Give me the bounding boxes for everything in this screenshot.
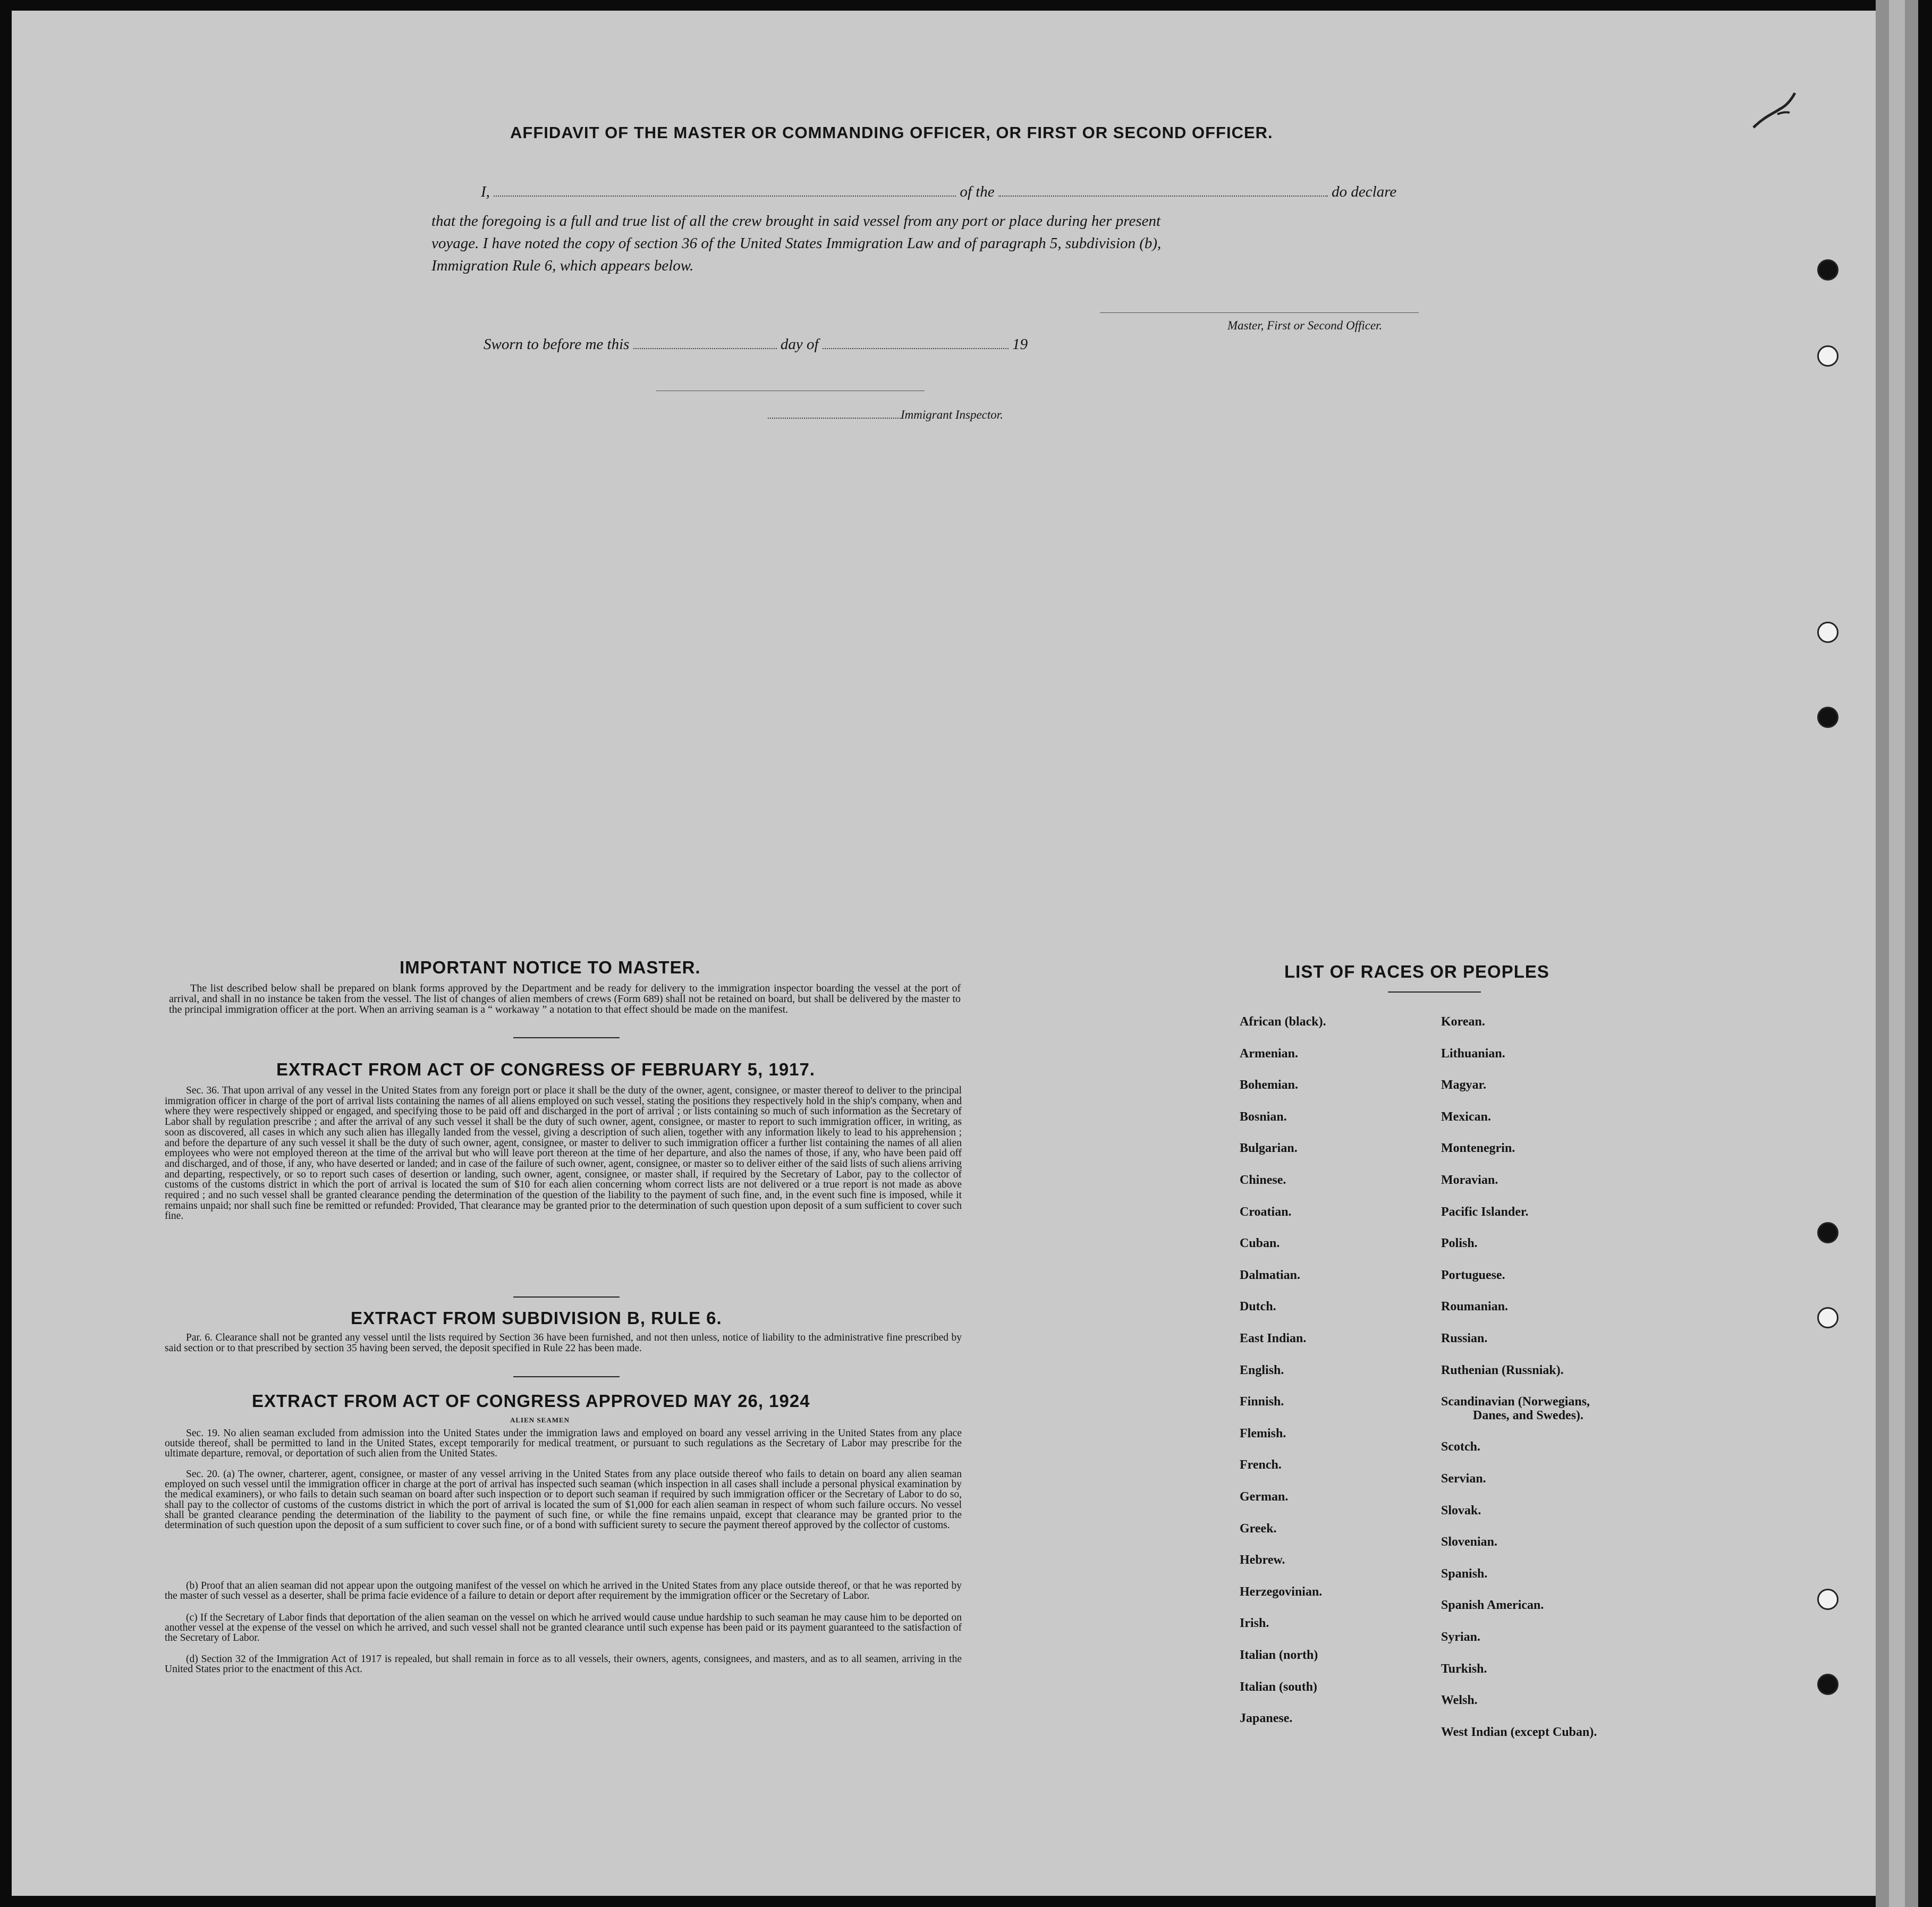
affidavit-line-1 bbox=[481, 183, 1456, 201]
binder-hole-icon bbox=[1817, 1307, 1838, 1328]
master-label: Master, First or Second Officer. bbox=[1227, 319, 1383, 332]
race-item: Finnish. bbox=[1240, 1395, 1284, 1409]
race-item: Portuguese. bbox=[1441, 1268, 1505, 1282]
race-item: Bohemian. bbox=[1240, 1078, 1299, 1092]
notice-body: The list described below shall be prepared on blank forms approved by the Department and be ready for delivery to the immigration inspector boarding the vessel at the port of arrival, and shall in no instance be taken from the vessel. The list of changes of alien members of crews (Form 689) shall not be retained on board, but shall be delivered by the master to the principal immigration officer at the port. When an arriving seaman is a “ workaway ” a notation to that effect should be made on the manifest. bbox=[169, 982, 961, 1015]
inspector-line bbox=[768, 408, 1003, 422]
year-label: 19 bbox=[1012, 336, 1028, 353]
divider-2 bbox=[513, 1296, 620, 1298]
affidavit-do-declare-label: do declare bbox=[1332, 183, 1397, 200]
divider-3 bbox=[513, 1376, 620, 1377]
race-item: Flemish. bbox=[1240, 1426, 1286, 1440]
race-item: Polish. bbox=[1441, 1236, 1478, 1251]
day-of-label: day of bbox=[780, 336, 819, 353]
binder-hole-icon bbox=[1817, 707, 1838, 728]
race-item: Magyar. bbox=[1441, 1078, 1487, 1092]
affidavit-line-4: Immigration Rule 6, which appears below. bbox=[431, 257, 694, 274]
act-1924-sec-20b: (b) Proof that an alien seaman did not appear upon the outgoing manifest of the vessel on which he arrived in the United States from any place outside thereof, or that he was reported by the master of such vessel as a deserter, shall be prima facie evidence of a failure to detain or deport after requirement by the immigration officer or the Secretary of Labor. bbox=[165, 1580, 962, 1602]
rule-6-title: EXTRACT FROM SUBDIVISION B, RULE 6. bbox=[351, 1308, 722, 1328]
race-item: Servian. bbox=[1441, 1472, 1486, 1486]
notice-title: IMPORTANT NOTICE TO MASTER. bbox=[400, 957, 701, 977]
race-item: Bosnian. bbox=[1240, 1109, 1287, 1124]
act-1917-title: EXTRACT FROM ACT OF CONGRESS OF FEBRUARY 5, 1917. bbox=[276, 1060, 816, 1079]
affidavit-line-3: voyage. I have noted the copy of section 36 of the United States Immigration Law and of paragraph 5, subdivision (b), bbox=[431, 235, 1162, 252]
act-1924-sec-19: Sec. 19. No alien seaman excluded from admission into the United States under the immigration laws and employed on board any vessel arriving in the United States from any place outside thereof, shall be permitted to land in the United States, except temporarily for medical treatment, or pursuant to such regulations as the Secretary of Labor may prescribe for the ultimate departure, removal, or deportation of such alien from the United States. bbox=[165, 1428, 962, 1460]
race-item: East Indian. bbox=[1240, 1332, 1307, 1345]
race-item: Roumanian. bbox=[1441, 1300, 1509, 1314]
month-blank[interactable] bbox=[823, 348, 1009, 349]
page-edge-light bbox=[1889, 0, 1905, 1907]
race-item: Bulgarian. bbox=[1240, 1141, 1298, 1156]
races-title: LIST OF RACES OR PEOPLES bbox=[1284, 962, 1549, 981]
race-item: Slovak. bbox=[1441, 1503, 1481, 1518]
affidavit-line-2: that the foregoing is a full and true list of all the crew brought in said vessel from any port or place during her present bbox=[431, 213, 1161, 230]
race-item: Syrian. bbox=[1441, 1630, 1481, 1644]
vessel-blank[interactable] bbox=[998, 196, 1328, 197]
sworn-label: Sworn to before me this bbox=[484, 336, 630, 353]
race-item: French. bbox=[1240, 1458, 1282, 1472]
handwritten-mark-icon bbox=[1748, 85, 1801, 138]
affidavit-title: AFFIDAVIT OF THE MASTER OR COMMANDING OFFICER, OR FIRST OR SECOND OFFICER. bbox=[510, 123, 1273, 142]
act-1924-sec-20c: (c) If the Secretary of Labor finds that deportation of the alien seaman on the vessel on which he arrived would cause undue hardship to such seaman he may cause him to be deported on another vessel at the expense of the vessel on which he arrived, and such vessel shall not be granted clearance until such expense has been paid or its payment guaranteed to the satisfaction of the Secretary of Labor. bbox=[165, 1612, 962, 1644]
race-item: Japanese. bbox=[1240, 1711, 1293, 1726]
race-item: Greek. bbox=[1240, 1521, 1277, 1536]
race-item: German. bbox=[1240, 1490, 1289, 1504]
race-item: Scotch. bbox=[1441, 1440, 1480, 1454]
name-blank[interactable] bbox=[494, 196, 956, 197]
binder-hole-icon bbox=[1817, 345, 1838, 367]
race-item: African (black). bbox=[1240, 1015, 1326, 1029]
race-item: Spanish. bbox=[1441, 1566, 1488, 1581]
binder-hole-icon bbox=[1817, 1222, 1838, 1243]
day-blank[interactable] bbox=[633, 348, 777, 349]
race-item: Italian (north) bbox=[1240, 1648, 1318, 1662]
race-item: Irish. bbox=[1240, 1616, 1269, 1631]
affidavit-of-the-label: of the bbox=[960, 183, 995, 200]
race-item: Spanish American. bbox=[1441, 1598, 1544, 1613]
race-item: Moravian. bbox=[1441, 1173, 1498, 1187]
sworn-line bbox=[484, 336, 1028, 353]
race-item: Dutch. bbox=[1240, 1300, 1276, 1314]
rule-6-body: Par. 6. Clearance shall not be granted any vessel until the lists required by Section 36 have been furnished, and not then unless, notice of liability to the administrative fine prescribed by said section or to that prescribed by section 35 having been served, the deposit specified in Rule 22 has been made. bbox=[165, 1332, 962, 1354]
act-1917-body: Sec. 36. That upon arrival of any vessel in the United States from any foreign port or place it shall be the duty of the owner, agent, consignee, or master thereof to deliver to the principal immigration officer in charge of the port of arrival lists containing the names of all aliens employed on such vessel, stating the positions they respectively hold in the ship's company, when and where they were respectively shipped or engaged, and specifying those to be paid off and discharged in the port of arrival ; or lists containing so much of such information as the Secretary of Labor shall by regulation prescribe ; and after the arrival of any such vessel it shall be the duty of such owner, agent, consignee, or master to report to such immigration officer, in writing, as soon as discovered, all cases in which any such alien has illegally landed from the vessel, giving a description of such alien, together with any information likely to lead to his apprehension ; and before the departure of any such vessel it shall be the duty of such owner, agent, consignee, or master to deliver to such immigration officer a further list containing the names of all alien employees who were not employed thereon at the time of the arrival but who will leave port thereon at the time of her departure, and also the names of those, if any, who have been paid off and discharged, and of those, if any, who have deserted or landed; and in case of the failure of such owner, agent, consignee, or master so to deliver either of the said lists of such aliens arriving and departing, respectively, or so to report such cases of desertion or landing, such owner, agent, consignee, or master shall, if required by the Secretary of Labor, pay to the collector of customs of the customs district in which the port of arrival is located the sum of $10 for each alien concerning whom correct lists are not delivered or a true report is not made as above required ; and no such vessel shall be granted clearance pending the determination of the question of the liability to the payment of such fine, and, in the event such fine is imposed, while it remains unpaid; nor shall such fine be remitted or refunded: Provided, That clearance may be granted prior to the determination of such question upon deposit of a sum sufficient to cover such fine. bbox=[165, 1085, 962, 1222]
race-item: Herzegovinian. bbox=[1240, 1584, 1323, 1599]
act-1924-sec-20a: Sec. 20. (a) The owner, charterer, agent, consignee, or master of any vessel arriving in the United States from any place outside thereof who fails to detain on board any alien seaman employed on such vessel until the immigration officer in charge at the port of arrival has inspected such seaman (which inspection in all cases shall include a personal physical examination by the medical examiners), or who fails to detain such seaman on board after such inspection or to deport such seaman if required by such immigration officer or the Secretary of Labor to do so, shall pay to the collector of customs of the customs district in which the port of arrival is located the sum of $1,000 for each alien seaman in respect of whom such failure occurs. No vessel shall be granted clearance pending the determination of the liability to the payment of such fine, or while the fine remains unpaid, except that clearance may be granted prior to the determination of such question upon the deposit of a sum sufficient to cover such fine, or of a bond with sufficient surety to secure the payment thereof approved by the collector of customs. bbox=[165, 1469, 962, 1531]
races-divider bbox=[1388, 991, 1481, 993]
act-1924-title: EXTRACT FROM ACT OF CONGRESS APPROVED MAY 26, 1924 bbox=[252, 1391, 810, 1411]
inspector-label: Immigrant Inspector. bbox=[901, 408, 1003, 421]
affidavit-i-label: I, bbox=[481, 183, 490, 200]
race-item: Hebrew. bbox=[1240, 1553, 1285, 1567]
race-item: Slovenian. bbox=[1441, 1535, 1498, 1549]
race-item: Cuban. bbox=[1240, 1236, 1280, 1251]
race-item: Dalmatian. bbox=[1240, 1268, 1300, 1282]
binder-hole-icon bbox=[1817, 622, 1838, 643]
binder-hole-icon bbox=[1817, 1589, 1838, 1610]
race-item: Ruthenian (Russniak). bbox=[1441, 1363, 1564, 1377]
race-item: Lithuanian. bbox=[1441, 1046, 1505, 1061]
race-item: Chinese. bbox=[1240, 1173, 1286, 1187]
race-item: West Indian (except Cuban). bbox=[1441, 1725, 1597, 1739]
inspector-blank[interactable] bbox=[768, 418, 901, 419]
divider-1 bbox=[513, 1037, 620, 1038]
race-item: Pacific Islander. bbox=[1441, 1205, 1529, 1219]
race-item: Russian. bbox=[1441, 1332, 1488, 1345]
race-item: Korean. bbox=[1441, 1015, 1485, 1029]
race-item: Armenian. bbox=[1240, 1046, 1298, 1061]
act-1924-sec-20d: (d) Section 32 of the Immigration Act of 1917 is repealed, but shall remain in force as to all vessels, their owners, agents, consignees, and masters, and as to all seamen, arriving in the United States prior to the enactment of this Act. bbox=[165, 1654, 962, 1675]
race-item: English. bbox=[1240, 1363, 1284, 1377]
race-item: Italian (south) bbox=[1240, 1680, 1318, 1694]
race-item: Croatian. bbox=[1240, 1205, 1292, 1219]
master-signature-line[interactable] bbox=[1100, 312, 1419, 313]
act-1924-subtitle: ALIEN SEAMEN bbox=[510, 1416, 570, 1424]
race-item: Scandinavian (Norwegians, bbox=[1441, 1395, 1590, 1409]
race-item: Mexican. bbox=[1441, 1109, 1491, 1124]
binder-hole-icon bbox=[1817, 1674, 1838, 1695]
race-item: Danes, and Swedes). bbox=[1473, 1408, 1584, 1422]
race-item: Welsh. bbox=[1441, 1693, 1478, 1708]
binder-hole-icon bbox=[1817, 259, 1838, 281]
race-item: Turkish. bbox=[1441, 1662, 1487, 1676]
race-item: Montenegrin. bbox=[1441, 1141, 1515, 1156]
